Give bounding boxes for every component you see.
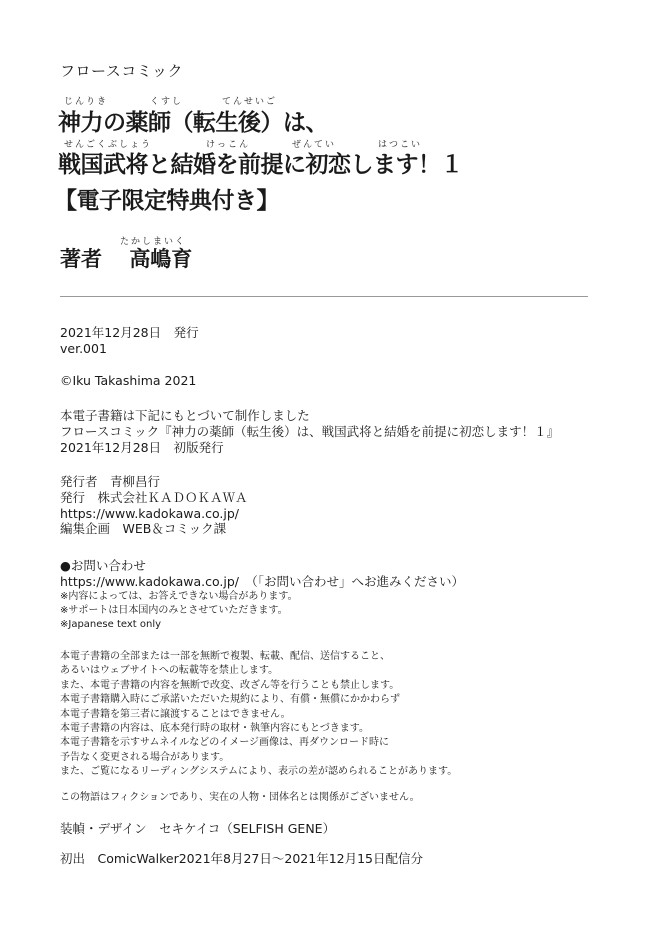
edition-version: ver.001 [60,340,107,356]
editorial-dept: 編集企画 WEB＆コミック課 [60,521,227,537]
author-line [60,243,192,273]
author-name: 高嶋育 [129,247,193,271]
edition-date: 2021年12月28日 発行 [60,325,199,340]
contact-note-1: ※内容によっては、お答えできない場合があります。 [60,590,298,602]
source-block [60,408,559,455]
publisher-company: 発行 株式会社ＫＡＤＯＫＡＷＡ [60,489,248,505]
author-ruby: たかしまいく [120,237,187,247]
edition-block [60,325,199,357]
legal-line: あるいはウェブサイトへの転載等を禁止します。 [60,665,279,677]
title-ruby-kusushi: くすし [150,97,184,107]
title-line-1: 神力の薬師（転生後）は、 [58,110,328,136]
title-ruby-jinriki: じんりき [64,97,109,107]
contact-heading: ●お問い合わせ [60,558,146,573]
contact-note-3: ※Japanese text only [60,618,162,630]
legal-line: また、本電子書籍の内容を無断で改変、改ざん等を行うことも禁止します。 [60,679,400,691]
legal-line: 本電子書籍を第三者に譲渡することはできません。 [60,708,291,720]
legal-line: 予告なく変更される場合があります。 [60,751,230,763]
source-line-2: フロースコミック『神力の薬師（転生後）は、戦国武将と結婚を前提に初恋します！１』 [60,423,560,439]
legal-line: 本電子書籍を示すサムネイルなどのイメージ画像は、再ダウンロード時に [60,737,389,749]
first-publication: 初出 ComicWalker2021年8月27日～2021年12月15日配信分 [60,851,424,866]
imprint-label: フロースコミック [60,62,183,80]
title-ruby-hatsukoi: はつこい [378,140,423,150]
title-ruby-sengokubushou: せんごくぶしょう [64,140,153,150]
legal-line: 本電子書籍の内容は、底本発行時の取材・執筆内容にもとづきます。 [60,723,369,735]
source-line-1: 本電子書籍は下記にもとづいて制作しました [60,408,310,423]
contact-note-2: ※サポートは日本国内のみとさせていただきます。 [60,604,288,616]
fiction-disclaimer: この物語はフィクションであり、実在の人物・団体名とは関係がございません。 [60,792,420,803]
author-role: 著者 [60,247,102,271]
contact-block [60,558,464,632]
title-line-2: 戦国武将と結婚を前提に初恋します！１ [58,152,463,178]
publisher-block [60,474,248,537]
title-ruby-kekkon: けっこん [206,140,251,150]
copyright: ©Iku Takashima 2021 [60,373,197,388]
source-line-3: 2021年12月28日 初版発行 [60,439,224,455]
legal-block [60,650,457,780]
title-line-3: 【電子限定特典付き】 [54,188,279,214]
design-credit: 装幀・デザイン セキケイコ（SELFISH GENE） [60,821,336,836]
publisher-url: https://www.kadokawa.co.jp/ [60,505,239,521]
title-ruby-tenseigo: てんせいご [222,97,278,107]
contact-url: https://www.kadokawa.co.jp/ （「お問い合わせ」へお進みください） [60,573,464,589]
legal-line: 本電子書籍購入時にご承諾いただいた規約により、有償・無償にかかわらず [60,694,400,706]
legal-line: 本電子書籍の全部または一部を無断で複製、転載、配信、送信すること、 [60,651,390,662]
publisher-name: 発行者 青柳昌行 [60,474,161,489]
legal-line: また、ご覧になるリーディングシステムにより、表示の差が認められることがあります。 [60,766,458,778]
divider [60,296,588,297]
title-ruby-zentei: ぜんてい [292,140,337,150]
